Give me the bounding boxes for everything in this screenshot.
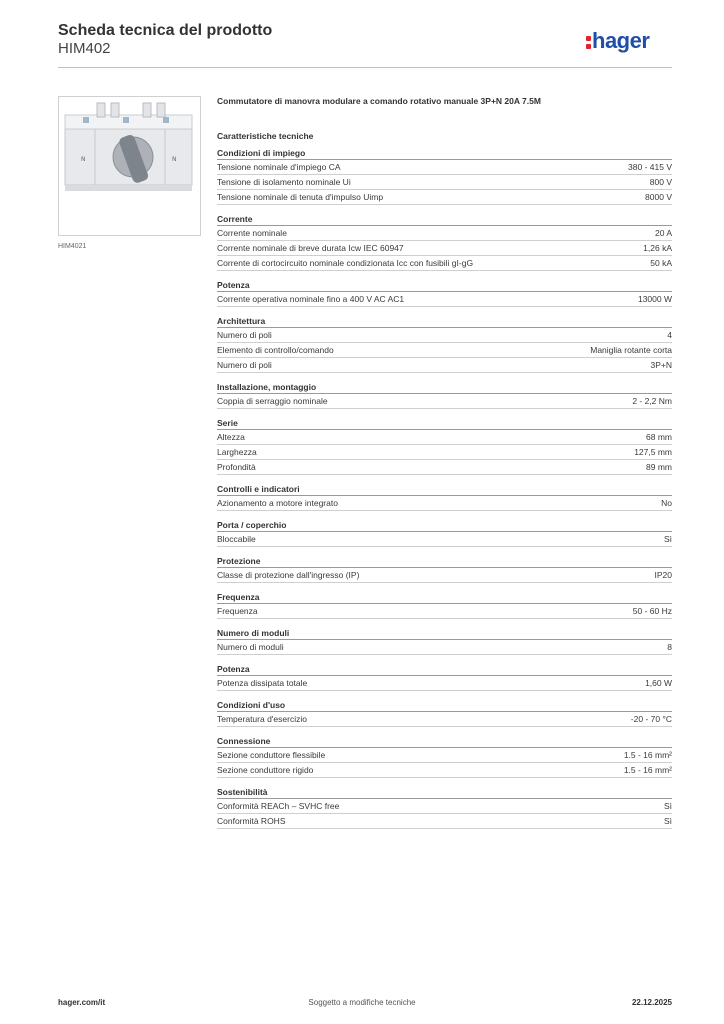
spec-section <box>217 147 672 205</box>
spec-value: -20 - 70 °C <box>630 714 672 724</box>
spec-value: 380 - 415 V <box>628 162 672 172</box>
spec-row <box>217 799 672 814</box>
spec-label: Corrente di cortocircuito nominale condizionata Icc con fusibili gI-gG <box>217 258 474 268</box>
spec-value: 89 mm <box>646 462 672 472</box>
section-heading: Architettura <box>217 315 672 328</box>
spec-value: IP20 <box>654 570 672 580</box>
section-heading: Installazione, montaggio <box>217 381 672 394</box>
characteristics-title: Caratteristiche tecniche <box>217 131 314 141</box>
footer-date: 22.12.2025 <box>631 998 672 1007</box>
section-heading: Condizioni di impiego <box>217 147 672 160</box>
spec-row <box>217 175 672 190</box>
section-heading: Sostenibilità <box>217 786 672 799</box>
spec-section <box>217 627 672 655</box>
spec-row <box>217 343 672 358</box>
spec-value: 1.5 - 16 mm² <box>623 765 672 775</box>
spec-label: Temperatura d'esercizio <box>217 714 307 724</box>
header-divider <box>58 67 672 68</box>
spec-row <box>217 568 672 583</box>
spec-label: Frequenza <box>217 606 258 616</box>
spec-label: Tensione nominale d'impiego CA <box>217 162 341 172</box>
spec-label: Tensione nominale di tenuta d'impulso Uimp <box>217 192 384 202</box>
spec-section <box>217 483 672 511</box>
spec-section <box>217 699 672 727</box>
spec-value: 8000 V <box>645 192 672 202</box>
section-heading: Protezione <box>217 555 672 568</box>
spec-row <box>217 748 672 763</box>
spec-value: 13000 W <box>637 294 672 304</box>
spec-row <box>217 496 672 511</box>
spec-label: Corrente operativa nominale fino a 400 V AC AC1 <box>217 294 405 304</box>
spec-row <box>217 445 672 460</box>
spec-row <box>217 814 672 829</box>
spec-value: 4 <box>667 330 672 340</box>
product-code: HIM402 <box>58 40 111 57</box>
spec-value: 50 kA <box>650 258 672 268</box>
spec-label: Conformità ROHS <box>217 816 286 826</box>
spec-label: Classe di protezione dall'ingresso (IP) <box>217 570 360 580</box>
section-heading: Potenza <box>217 663 672 676</box>
spec-value: 1,26 kA <box>643 243 672 253</box>
spec-section <box>217 663 672 691</box>
spec-sections <box>217 147 672 829</box>
spec-label: Numero di poli <box>217 360 272 370</box>
spec-row <box>217 241 672 256</box>
spec-value: 127,5 mm <box>634 447 672 457</box>
spec-section <box>217 519 672 547</box>
switch-illustration <box>59 97 200 235</box>
spec-row <box>217 256 672 271</box>
spec-value: 2 - 2,2 Nm <box>632 396 672 406</box>
spec-label: Elemento di controllo/comando <box>217 345 334 355</box>
spec-section <box>217 381 672 409</box>
section-heading: Frequenza <box>217 591 672 604</box>
svg-text:N: N <box>81 156 86 163</box>
spec-label: Altezza <box>217 432 245 442</box>
product-description: Commutatore di manovra modulare a comando rotativo manuale 3P+N 20A 7.5M <box>217 96 541 106</box>
spec-value: 68 mm <box>646 432 672 442</box>
spec-value: 3P+N <box>650 360 672 370</box>
spec-row <box>217 763 672 778</box>
spec-row <box>217 532 672 547</box>
spec-row <box>217 604 672 619</box>
spec-row <box>217 328 672 343</box>
spec-label: Tensione di isolamento nominale Ui <box>217 177 351 187</box>
spec-value: Maniglia rotante corta <box>590 345 672 355</box>
spec-label: Azionamento a motore integrato <box>217 498 338 508</box>
spec-section <box>217 735 672 778</box>
spec-section <box>217 555 672 583</box>
spec-label: Corrente nominale di breve durata Icw IEC 60947 <box>217 243 404 253</box>
spec-value: 800 V <box>649 177 672 187</box>
section-heading: Corrente <box>217 213 672 226</box>
spec-value: 1,60 W <box>645 678 672 688</box>
spec-label: Coppia di serraggio nominale <box>217 396 328 406</box>
section-heading: Potenza <box>217 279 672 292</box>
spec-label: Numero di moduli <box>217 642 284 652</box>
spec-label: Profondità <box>217 462 256 472</box>
spec-section <box>217 315 672 373</box>
spec-label: Larghezza <box>217 447 257 457</box>
spec-section <box>217 591 672 619</box>
spec-section <box>217 417 672 475</box>
spec-row <box>217 160 672 175</box>
spec-label: Numero di poli <box>217 330 272 340</box>
product-image <box>58 96 201 236</box>
spec-value: No <box>661 498 672 508</box>
spec-label: Sezione conduttore flessibile <box>217 750 326 760</box>
footer-note: Soggetto a modifiche tecniche <box>308 998 416 1007</box>
footer-website: hager.com/it <box>58 998 106 1007</box>
section-heading: Controlli e indicatori <box>217 483 672 496</box>
page-title: Scheda tecnica del prodotto <box>58 22 273 39</box>
spec-section <box>217 786 672 829</box>
spec-label: Potenza dissipata totale <box>217 678 308 688</box>
spec-label: Conformità REACh – SVHC free <box>217 801 340 811</box>
spec-row <box>217 676 672 691</box>
logo-dots-icon <box>586 34 591 48</box>
section-heading: Connessione <box>217 735 672 748</box>
spec-row <box>217 712 672 727</box>
section-heading: Numero di moduli <box>217 627 672 640</box>
image-caption: HIM4021 <box>58 243 87 250</box>
spec-row <box>217 190 672 205</box>
spec-content <box>217 96 672 829</box>
spec-label: Bloccabile <box>217 534 256 544</box>
spec-row <box>217 460 672 475</box>
spec-value: 1.5 - 16 mm² <box>623 750 672 760</box>
spec-row <box>217 394 672 409</box>
svg-text:N: N <box>172 156 177 163</box>
spec-value: Sì <box>663 816 672 826</box>
spec-value: 20 A <box>654 228 672 238</box>
spec-row <box>217 292 672 307</box>
spec-row <box>217 640 672 655</box>
spec-row <box>217 358 672 373</box>
spec-section <box>217 279 672 307</box>
spec-label: Sezione conduttore rigido <box>217 765 314 775</box>
section-heading: Condizioni d'uso <box>217 699 672 712</box>
spec-value: 50 - 60 Hz <box>632 606 672 616</box>
spec-value: 8 <box>667 642 672 652</box>
hager-logo: hager <box>586 28 649 54</box>
section-heading: Serie <box>217 417 672 430</box>
spec-label: Corrente nominale <box>217 228 287 238</box>
spec-section <box>217 213 672 271</box>
spec-value: Sì <box>663 534 672 544</box>
section-heading: Porta / coperchio <box>217 519 672 532</box>
spec-value: Sì <box>663 801 672 811</box>
spec-row <box>217 430 672 445</box>
spec-row <box>217 226 672 241</box>
